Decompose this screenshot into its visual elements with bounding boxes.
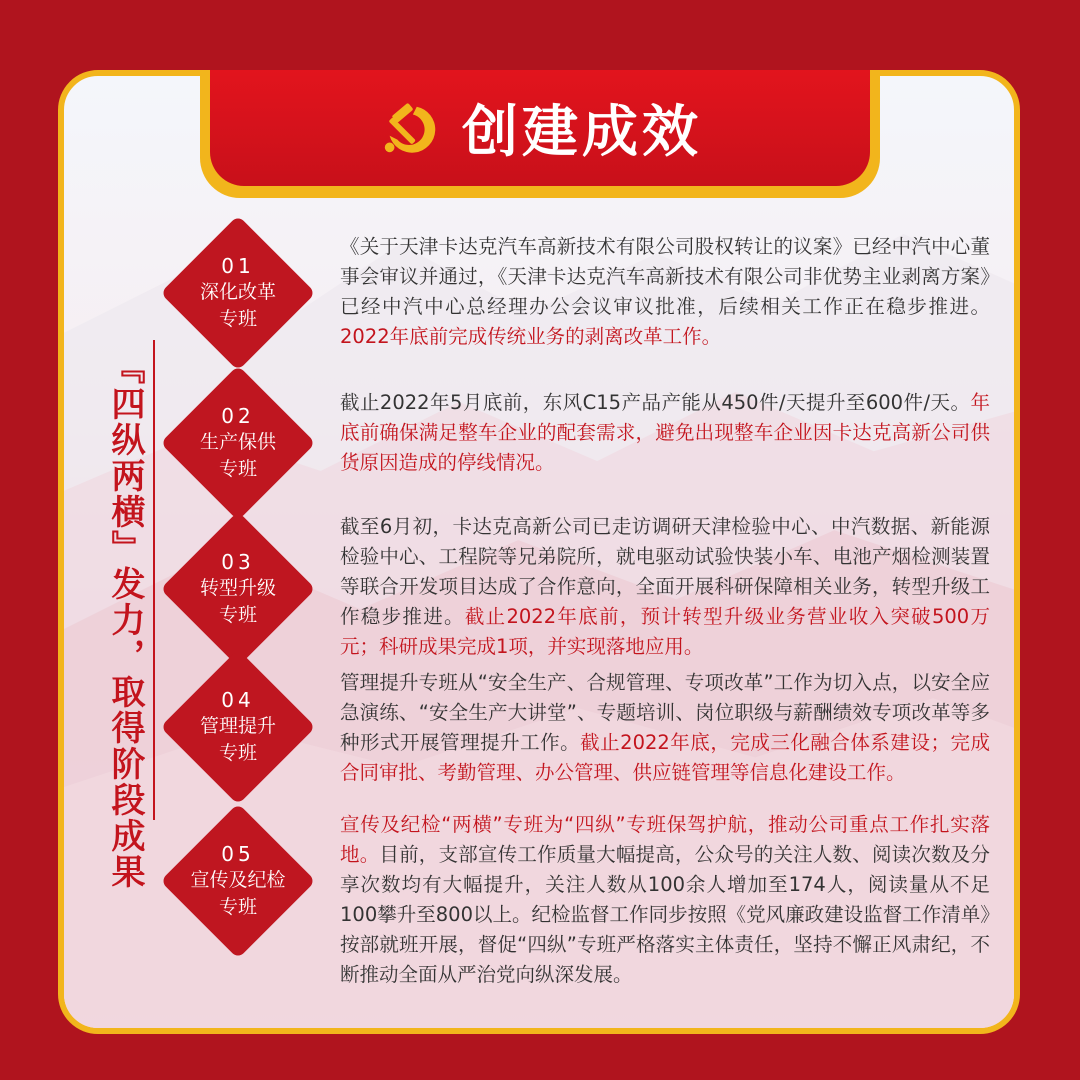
- badge-text: [168, 238, 308, 348]
- item-label-suffix: 专班: [218, 308, 257, 330]
- item-description: [340, 232, 990, 352]
- item-number: 02: [221, 404, 255, 428]
- item-label-suffix: 专班: [218, 604, 257, 626]
- item-label: 转型升级: [199, 577, 276, 599]
- badge-text: [168, 534, 308, 644]
- item-label: 生产保供: [199, 431, 276, 453]
- item-description: [340, 668, 990, 788]
- item-badge: [183, 238, 293, 348]
- item-description: [340, 388, 990, 478]
- item-number: 04: [221, 688, 255, 712]
- title-banner-inner: [210, 70, 870, 186]
- title-banner: [200, 70, 880, 198]
- item-number: 05: [221, 842, 255, 866]
- side-divider: [153, 340, 155, 820]
- item-highlight-text: 宣传及纪检“两横”专班为“四纵”专班保驾护航，推动公司重点工作扎实落地。: [340, 813, 990, 866]
- item-highlight-text: 年底前确保满足整车企业的配套需求，避免出现整车企业因卡达克高新公司供货原因造成的停线情况。: [340, 391, 990, 474]
- item-highlight-text: 2022年底前完成传统业务的剥离改革工作。: [340, 325, 722, 348]
- item-number: 01: [221, 254, 255, 278]
- item-badge: [183, 388, 293, 498]
- item-badge: [183, 672, 293, 782]
- badge-text: [168, 388, 308, 498]
- item-text: 管理提升专班从“安全生产、合规管理、专项改革”工作为切入点，以安全应急演练、“安全生产大讲堂”、专题培训、岗位职级与薪酬绩效专项改革等多种形式开展管理提升工作。: [340, 671, 990, 754]
- side-title: 『四纵两横』发力，取得阶段成果: [105, 350, 145, 890]
- item-label: 宣传及纪检: [190, 869, 286, 891]
- item-label: 管理提升: [199, 715, 276, 737]
- item-label-suffix: 专班: [218, 458, 257, 480]
- item-label-suffix: 专班: [218, 742, 257, 764]
- badge-text: [168, 672, 308, 782]
- hammer-sickle-icon: [378, 97, 440, 159]
- item-badge: [183, 826, 293, 936]
- item-description: [340, 512, 990, 662]
- item-badge: [183, 534, 293, 644]
- item-text: 截止2022年5月底前，东风C15产品产能从450件/天提升至600件/天。: [340, 391, 971, 414]
- page-title: 创建成效: [462, 100, 702, 165]
- item-description: [340, 810, 990, 990]
- item-text: 目前，支部宣传工作质量大幅提高，公众号的关注人数、阅读次数及分享次数均有大幅提升，关注人数从100余人增加至174人，阅读量从不足100攀升至800以上。纪检监督工作同步按照《党风廉政建设监督工作清单》按部就班开展，督促“四纵”专班严格落实主体责任，坚持不懈正风肃纪，不断推动全面从严治党向纵深发展。: [340, 843, 990, 986]
- item-label-suffix: 专班: [218, 896, 257, 918]
- item-label: 深化改革: [199, 281, 276, 303]
- item-text: 《关于天津卡达克汽车高新技术有限公司股权转让的议案》已经中汽中心董事会审议并通过，《天津卡达克汽车高新技术有限公司非优势主业剥离方案》已经中汽中心总经理办公会议审议批准，后续相关工作正在稳步推进。: [340, 235, 990, 318]
- item-highlight-text: 截止2022年底，完成三化融合体系建设；完成合同审批、考勤管理、办公管理、供应链管理等信息化建设工作。: [340, 731, 990, 784]
- item-text: 截至6月初，卡达克高新公司已走访调研天津检验中心、中汽数据、新能源检验中心、工程院等兄弟院所，就电驱动试验快装小车、电池产烟检测装置等联合开发项目达成了合作意向，全面开展科研保障相关业务，转型升级工作稳步推进。: [340, 515, 990, 628]
- item-highlight-text: 截止2022年底前，预计转型升级业务营业收入突破500万元；科研成果完成1项，并实现落地应用。: [340, 605, 990, 658]
- item-number: 03: [221, 550, 255, 574]
- badge-text: [168, 826, 308, 936]
